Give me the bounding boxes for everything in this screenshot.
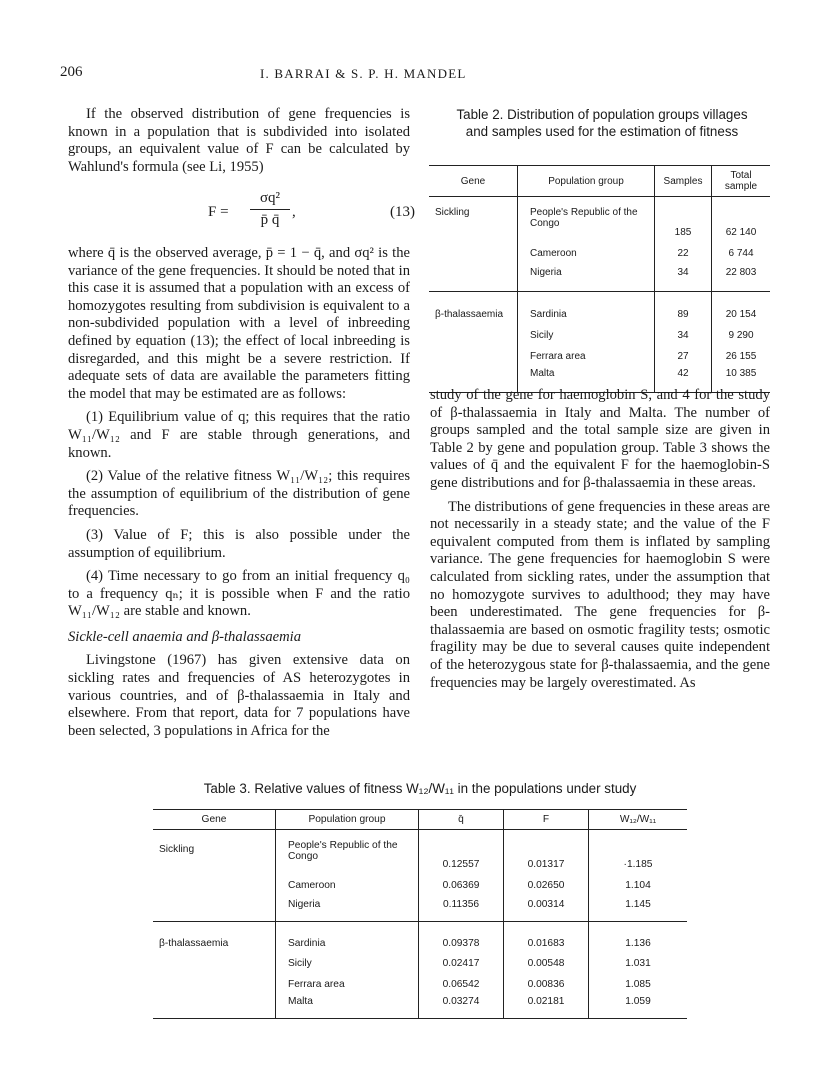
cell-w: 1.145 [589, 891, 688, 921]
cell-f: 0.00836 [504, 969, 589, 990]
table2-header: Gene [429, 166, 518, 197]
livingstone-paragraph: Livingstone (1967) has given extensive data on sickling rates and frequencies of AS heterozygotes in various countries, and of β-thalassaemia in Italy and elsewhere. From that report, data for 7 populations have been selected, 3 populations in Africa for the [68, 652, 410, 739]
cell-group: Ferrara area [518, 341, 655, 362]
list-item: (2) Value of the relative fitness W₁₁/W₁₂; this requires the assumption of equilibrium of the distribution of gene frequencies. [68, 468, 410, 520]
cell-group: People's Republic of the Congo [518, 207, 655, 238]
table-row [429, 291, 770, 320]
cell-gene [429, 320, 518, 341]
cell-w: 1.031 [589, 949, 688, 969]
cell-w: ·1.185 [589, 840, 688, 870]
formula-denominator: p̄ q̄ [260, 212, 280, 228]
cell-group: Sicily [276, 949, 419, 969]
table-row [153, 949, 687, 969]
table2-header: Samples [655, 166, 712, 197]
cell-group: Sardinia [276, 921, 419, 949]
cell-gene [153, 949, 276, 969]
table3-header: Gene [153, 810, 276, 830]
cell-samples: 27 [655, 341, 712, 362]
cell-group: Malta [276, 990, 419, 1018]
section-heading: Sickle-cell anaemia and β-thalassaemia [68, 628, 302, 645]
table3-header: W₁₂/W₁₁ [589, 810, 688, 830]
cell-w: 1.059 [589, 990, 688, 1018]
table2 [429, 165, 770, 393]
cell-f: 0.01317 [504, 840, 589, 870]
cell-gene [153, 990, 276, 1018]
cell-f: 0.02650 [504, 870, 589, 891]
cell-group: People's Republic of the Congo [276, 840, 419, 870]
table3-caption: Table 3. Relative values of fitness W₁₂/W₁₁ in the populations under study [203, 781, 637, 796]
table-row [153, 969, 687, 990]
cell-group: Cameroon [276, 870, 419, 891]
cell-gene: β-thalassaemia [435, 309, 504, 320]
cell-group: Sardinia [518, 291, 655, 320]
page-number: 206 [60, 64, 83, 80]
cell-total: 20 154 [712, 291, 771, 320]
cell-gene [153, 969, 276, 990]
table3 [153, 809, 687, 1019]
list-item: (1) Equilibrium value of q; this requires that the ratio W₁₁/W₁₂ and F are stable through generations, and known. [68, 409, 410, 461]
paragraph: study of the gene for haemoglobin S, and 4 for the study of β-thalassaemia in Italy and Malta. The number of groups sampled and the total sample size are given in Table 2 by gene and population group. Table 3 shows the values of q̄ and the equivalent F for the haemoglobin-S gene distributions and for β-thalassaemia in these areas. [430, 387, 770, 491]
cell-group: Ferrara area [276, 969, 419, 990]
cell-gene [429, 238, 518, 259]
table-row [153, 990, 687, 1018]
cell-samples: 185 [655, 207, 712, 238]
cell-total: 9 290 [712, 320, 771, 341]
table-row [153, 891, 687, 921]
cell-total: 62 140 [712, 207, 771, 238]
cell-w: 1.104 [589, 870, 688, 891]
cell-w: 1.136 [589, 921, 688, 949]
table-row [429, 207, 770, 238]
cell-f: 0.01683 [504, 921, 589, 949]
cell-group: Malta [518, 362, 655, 392]
cell-group: Sicily [518, 320, 655, 341]
left-column [68, 106, 410, 176]
cell-f: 0.00314 [504, 891, 589, 921]
list-item: (3) Value of F; this is also possible under the assumption of equilibrium. [68, 526, 410, 561]
table-row [429, 259, 770, 291]
equation-number: (13) [390, 204, 415, 220]
cell-gene: Sickling [159, 844, 195, 855]
formula-numerator: σq² [259, 190, 281, 206]
wahlund-formula [200, 188, 415, 238]
cell-group: Nigeria [276, 891, 419, 921]
cell-gene [429, 259, 518, 291]
cell-gene: Sickling [435, 207, 470, 218]
left-column-body [68, 245, 410, 740]
running-head: I. BARRAI & S. P. H. MANDEL [260, 66, 467, 81]
table-row [429, 320, 770, 341]
formula-comma: , [292, 204, 296, 220]
list-item: (4) Time necessary to go from an initial frequency q₀ to a frequency qₙ; it is possible when F and the ratio W₁₁/W₁₂ are stable and known. [68, 568, 410, 620]
cell-group: Cameroon [518, 238, 655, 259]
intro-paragraph: If the observed distribution of gene frequencies is known in a population that is subdivided into isolated groups, an equivalent value of F can be calculated by Wahlund's formula (see Li, 1955) [68, 106, 410, 175]
table3-header: Population group [276, 810, 419, 830]
cell-samples: 89 [655, 291, 712, 320]
cell-f: 0.00548 [504, 949, 589, 969]
table2-header: Population group [518, 166, 655, 197]
paragraph: The distributions of gene frequencies in these areas are not necessarily in a steady state; and the value of the F equivalent computed from them is inflated by sampling variance. The gene frequencies for haemoglobin S were calculated from sickling rates, under the assumption that no homozygote survives to adulthood; they may have been underestimated. The gene frequencies for β-thalassaemia are based on osmotic fragility tests; osmotic fragility may be due to several causes quite independent of the heterozygous state for β-thalassaemia, and the gene frequencies may be largely overestimated. As [430, 498, 770, 691]
formula-lhs: F = [208, 204, 229, 220]
table-row [153, 921, 687, 949]
cell-q: 0.12557 [419, 840, 504, 870]
cell-q: 0.06369 [419, 870, 504, 891]
table-row [429, 238, 770, 259]
cell-total: 26 155 [712, 341, 771, 362]
cell-samples: 34 [655, 259, 712, 291]
table-row [153, 840, 687, 870]
right-column [430, 387, 770, 692]
definitions-paragraph: where q̄ is the observed average, p̄ = 1 − q̄, and σq² is the variance of the gene frequencies. It should be noted that in this case it is assumed that a population with an excess of homozygotes resulting from subdivision is equivalent to a non-subdivided population with a level of inbreeding defined by equation (13); the effect of local inbreeding is disregarded, and this might be a severe restriction. If adequate sets of data are available the parameters fitting the model that may be estimated are as follows: [68, 245, 410, 402]
cell-w: 1.085 [589, 969, 688, 990]
cell-q: 0.11356 [419, 891, 504, 921]
cell-group: Nigeria [518, 259, 655, 291]
table3-header: F [504, 810, 589, 830]
cell-samples: 22 [655, 238, 712, 259]
cell-samples: 34 [655, 320, 712, 341]
cell-gene [153, 870, 276, 891]
cell-q: 0.03274 [419, 990, 504, 1018]
cell-samples: 42 [655, 362, 712, 392]
cell-total: 10 385 [712, 362, 771, 392]
table-row [153, 870, 687, 891]
cell-gene [153, 891, 276, 921]
formula-bar [250, 209, 290, 210]
table-row [429, 341, 770, 362]
cell-q: 0.02417 [419, 949, 504, 969]
table2-header: Total sample [712, 166, 771, 197]
table2-caption: Table 2. Distribution of population groups villages and samples used for the estimation of fitness [456, 107, 748, 139]
cell-q: 0.09378 [419, 921, 504, 949]
cell-gene [429, 341, 518, 362]
cell-total: 22 803 [712, 259, 771, 291]
cell-f: 0.02181 [504, 990, 589, 1018]
cell-gene: β-thalassaemia [159, 938, 229, 949]
cell-total: 6 744 [712, 238, 771, 259]
table3-header: q̄ [419, 810, 504, 830]
cell-q: 0.06542 [419, 969, 504, 990]
